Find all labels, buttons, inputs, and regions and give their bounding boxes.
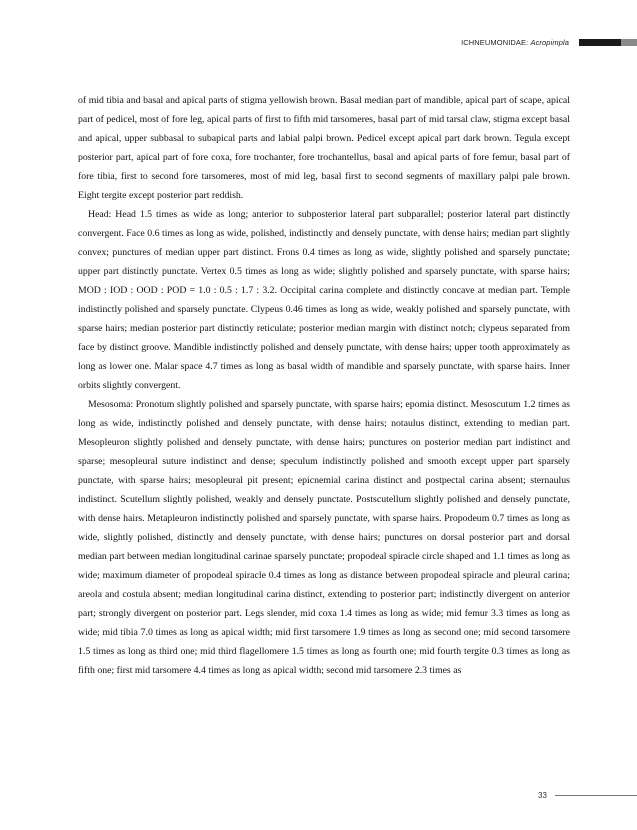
header-section: ICHNEUMONIDAE: [461,37,531,47]
paragraph-head: Head: Head 1.5 times as wide as long; anterior to subposterior lateral part subparallel; posterior lateral part distinctly convergent. Face 0.6 times as long as wide, polished, indistinctly and densely punctate, with dense hairs; median part slightly convex; punctures of median upper part distinct. Frons 0.4 times as long as wide, slightly polished and sparsely punctate; upper part distinctly punctate. Vertex 0.5 times as long as wide; slightly polished and sparsely punctate, with sparse hairs; MOD : IOD : OOD : POD = 1.0 : 0.5 : 1.7 : 3.2. Occipital carina complete and distinctly concave at median part. Temple indistinctly polished and sparsely punctate. Clypeus 0.46 times as long as wide, weakly polished and sparsely punctate, with sparse hairs; median posterior part distinctly reticulate; posterior median margin with distinct notch; clypeus separated from face by distinct groove. Mandible indistinctly polished and densely punctate, with dense hairs; upper tooth approximately as long as lower one. Malar space 4.7 times as long as basal width of mandible and sparsely punctate, with sparse hairs. Inner orbits slightly convergent. [78,209,570,391]
header-dark-bar [579,39,621,46]
header-genus: Acropimpla [530,37,569,47]
page-number: 33 [538,791,547,800]
page-footer [538,791,637,800]
paragraph-coloration: of mid tibia and basal and apical parts of stigma yellowish brown. Basal median part of mandible, apical part of scape, apical part of pedicel, most of fore leg, apical parts of first to fifth mid tarsomeres, basal part of mid tarsal claw, stigma except basal and apical, upper subbasal to subapical parts and labial palpi brown. Pedicel except apical part dark brown. Tegula except posterior part, apical part of fore coxa, fore trochanter, fore trochantellus, basal and apical parts of fore femur, basal part of fore tibia, first to second fore tarsomeres, most of mid leg, basal first to second segments of maxillary palpi pale brown. Eight tergite except posterior part reddish. [78,95,570,201]
footer-rule [555,795,637,796]
running-header [461,36,637,48]
paragraph-mesosoma: Mesosoma: Pronotum slightly polished and sparsely punctate, with sparse hairs; epomia distinct. Mesoscutum 1.2 times as long as wide, indistinctly polished and densely punctate, with dense hairs; notaulus distinct, extending to median part. Mesopleuron slightly polished and densely punctate, with dense hairs; punctures on posterior median part indistinct and sparse; mesopleural suture indistinct and dense; speculum indistinctly polished and smooth except upper part sparsely punctate, with sparse hairs; mesopleural pit present; epicnemial carina distinct and postpectal carina absent; sternaulus indistinct. Scutellum slightly polished, weakly and densely punctate. Postscutellum slightly polished and densely punctate, with dense hairs. Metapleuron indistinctly polished and sparsely punctate, with sparse hairs. Propodeum 0.7 times as long as wide, slightly polished, distinctly and densely punctate, with dense hairs; punctures on dorsal posterior part and dorsal median part between median longitudinal carinae sparsely punctate; propodeal spiracle circle shaped and 1.1 times as long as wide; maximum diameter of propodeal spiracle 0.4 times as long as distance between propodeal spiracle and pleural carina; areola and costula absent; median longitudinal carina distinct, extending to posterior part; indistinctly divergent on anterior part; strongly divergent on posterior part. Legs slender, mid coxa 1.4 times as long as wide; mid femur 3.3 times as long as wide; mid tibia 7.0 times as long as apical width; mid first tarsomere 1.9 times as long as second one; mid second tarsomere 1.5 times as long as third one; mid third flagellomere 1.5 times as long as fourth one; mid fourth tergite 0.3 times as long as fifth one; first mid tarsomere 4.4 times as long as apical width; second mid tarsomere 2.3 times as [78,399,570,676]
body-text [78,91,570,680]
running-header-text [461,38,569,47]
header-light-bar [621,39,637,46]
